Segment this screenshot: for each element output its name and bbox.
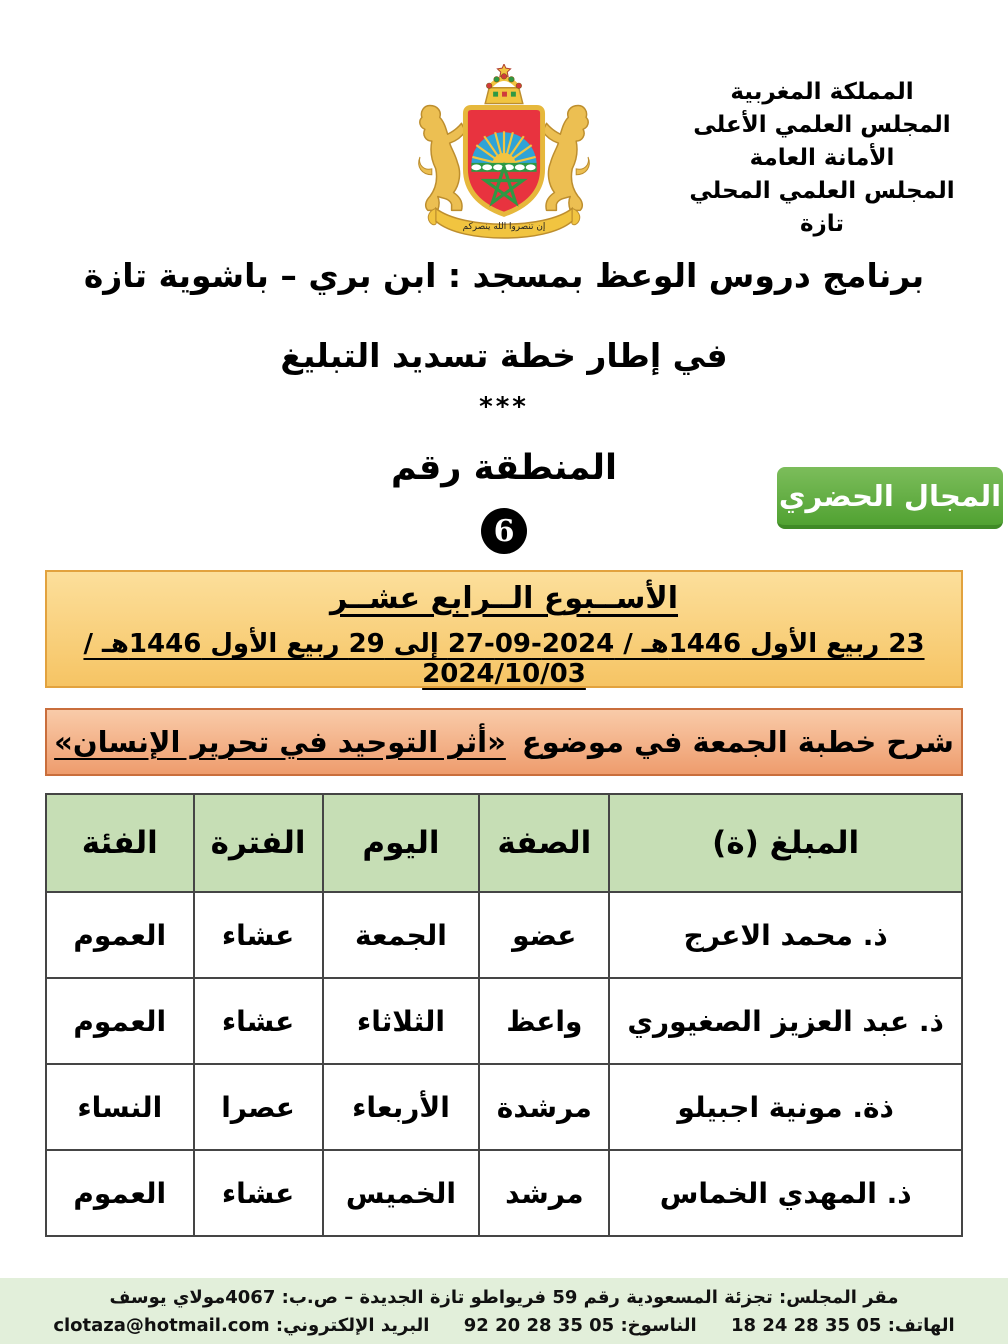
cell-preacher: ذ. عبد العزيز الصغيوري: [609, 978, 962, 1064]
footer: [0, 1278, 1008, 1344]
emblem-motto-text: إن تنصروا الله ينصركم: [462, 222, 546, 233]
header-cell-role: الصفة: [479, 794, 609, 892]
org-line-supreme-council: المجلس العلمي الأعلى: [693, 112, 951, 138]
org-line-kingdom: المملكة المغربية: [730, 79, 914, 105]
moroccan-coat-of-arms-icon: [410, 64, 598, 242]
table-header-row: [46, 794, 962, 892]
cell-period: عشاء: [194, 978, 323, 1064]
cell-audience: العموم: [46, 1150, 194, 1236]
zone-label: المنطقة رقم: [390, 448, 618, 488]
cell-day: الأربعاء: [323, 1064, 480, 1150]
week-title: الأســبوع الــرابع عشــر: [329, 581, 679, 616]
cell-day: الثلاثاء: [323, 978, 480, 1064]
table-row: [46, 1064, 962, 1150]
cell-day: الخميس: [323, 1150, 480, 1236]
cell-audience: العموم: [46, 892, 194, 978]
cell-period: عشاء: [194, 892, 323, 978]
cell-period: عصرا: [194, 1064, 323, 1150]
week-dates: 23 ربيع الأول 1446هـ / 2024-09-27 إلى 29 ربيع الأول 1446هـ / 2024/10/03: [83, 629, 925, 689]
footer-address-line: مقر المجلس: تجزئة المسعودية رقم 59 فريواطو تازة الجديدة – ص.ب: 4067مولاي يوسف: [109, 1287, 899, 1308]
crown-icon: [485, 74, 523, 104]
cell-preacher: ذ. محمد الاعرج: [609, 892, 962, 978]
footer-email: البريد الإلكتروني: clotaza@hotmail.com: [53, 1315, 430, 1336]
urban-area-badge: [777, 467, 1003, 529]
footer-contact-line: [0, 1312, 1008, 1340]
schedule-table: [45, 793, 963, 1237]
program-title: برنامج دروس الوعظ بمسجد : ابن بري – باشوية تازة: [83, 256, 925, 295]
cell-audience: النساء: [46, 1064, 194, 1150]
footer-fax: الناسوخ: 05 35 28 20 92: [463, 1315, 697, 1336]
header-cell-period: الفترة: [194, 794, 323, 892]
zone-number-badge: 6: [481, 508, 527, 554]
header-cell-day: اليوم: [323, 794, 480, 892]
header-cell-preacher: المبلغ (ة): [609, 794, 962, 892]
lion-left-icon: [419, 106, 466, 211]
subject-quote: «أثر التوحيد في تحرير الإنسان»: [54, 725, 506, 759]
org-line-local-council: المجلس العلمي المحلي: [689, 178, 955, 204]
lion-right-icon: [543, 106, 590, 211]
shield-icon: [465, 108, 542, 215]
cell-role: مرشدة: [479, 1064, 609, 1150]
subject-prefix: شرح خطبة الجمعة في موضوع: [521, 725, 954, 759]
cell-preacher: ذ. المهدي الخماس: [609, 1150, 962, 1236]
cell-preacher: ذة. مونية اجبيلو: [609, 1064, 962, 1150]
header-cell-audience: الفئة: [46, 794, 194, 892]
cell-period: عشاء: [194, 1150, 323, 1236]
week-banner: [45, 570, 963, 688]
program-subtitle: في إطار خطة تسديد التبليغ: [280, 336, 728, 375]
org-line-secretariat: الأمانة العامة: [749, 145, 895, 171]
urban-area-badge-label: المجال الحضري: [778, 479, 1002, 513]
cell-role: واعظ: [479, 978, 609, 1064]
separator-stars: ***: [479, 392, 529, 422]
org-line-city: تازة: [799, 211, 845, 237]
subject-banner: [45, 708, 963, 776]
cell-day: الجمعة: [323, 892, 480, 978]
table-row: [46, 978, 962, 1064]
cell-audience: العموم: [46, 978, 194, 1064]
table-row: [46, 892, 962, 978]
org-header: [664, 76, 980, 241]
footer-phone: الهاتف: 05 35 28 24 18: [730, 1315, 955, 1336]
cell-role: مرشد: [479, 1150, 609, 1236]
cell-role: عضو: [479, 892, 609, 978]
table-row: [46, 1150, 962, 1236]
